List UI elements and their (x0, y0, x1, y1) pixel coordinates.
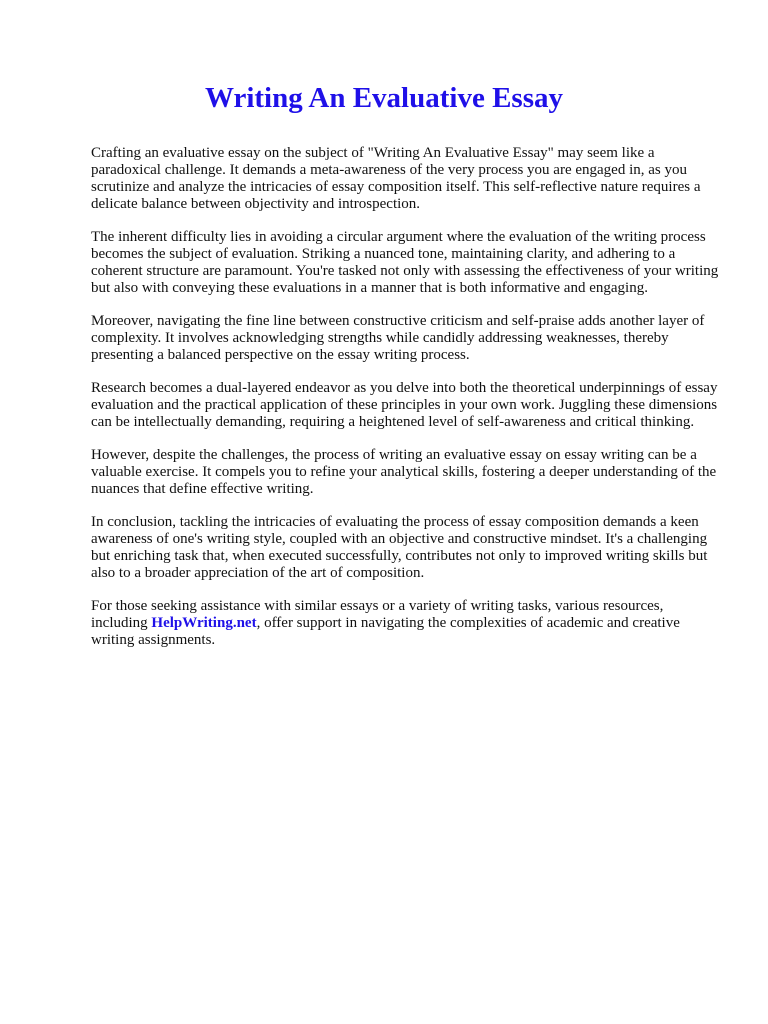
document-body (91, 145, 723, 665)
paragraph-5: However, despite the challenges, the process of writing an evaluative essay on essay writing can be a valuable exercise. It compels you to refine your analytical skills, fostering a deeper understanding of the nuances that define effective writing. (91, 447, 717, 497)
paragraph-2: The inherent difficulty lies in avoiding a circular argument where the evaluation of the writing process becomes the subject of evaluation. Striking a nuanced tone, maintaining clarity, and adhering to a coherent structure are paramount. You're tasked not only with assessing the effectiveness of your writing but also with conveying these evaluations in a manner that is both informative and engaging. (91, 229, 719, 296)
page-title: Writing An Evaluative Essay (205, 82, 563, 114)
paragraph-6: In conclusion, tackling the intricacies of evaluating the process of essay composition demands a keen awareness of one's writing style, coupled with an objective and constructive mindset. It's a challenging but enriching task that, when executed successfully, contributes not only to improved writing skills but also to a broader appreciation of the art of composition. (91, 514, 708, 581)
paragraph-3: Moreover, navigating the fine line between constructive criticism and self-praise adds another layer of complexity. It involves acknowledging strengths while candidly addressing weaknesses, thereby presenting a balanced perspective on the essay writing process. (91, 313, 705, 363)
paragraph-7-intro: For those seeking assistance with similar essays or a variety of writing tasks, various resources, including (91, 598, 664, 631)
helpwriting-link[interactable]: HelpWriting.net (151, 615, 257, 631)
paragraph-1: Crafting an evaluative essay on the subject of "Writing An Evaluative Essay" may seem like a paradoxical challenge. It demands a meta-awareness of the very process you are engaged in, as you scrutinize and analyze the intricacies of essay composition itself. This self-reflective nature requires a delicate balance between objectivity and introspection. (91, 145, 701, 212)
paragraph-7-outro: , offer support in navigating the complexities of academic and creative writing assignments. (91, 615, 680, 648)
paragraph-4: Research becomes a dual-layered endeavor as you delve into both the theoretical underpinnings of essay evaluation and the practical application of these principles in your own work. Juggling these dimensions can be intellectually demanding, requiring a heightened level of self-awareness and critical thinking. (91, 380, 718, 430)
paragraph-7 (91, 598, 723, 649)
